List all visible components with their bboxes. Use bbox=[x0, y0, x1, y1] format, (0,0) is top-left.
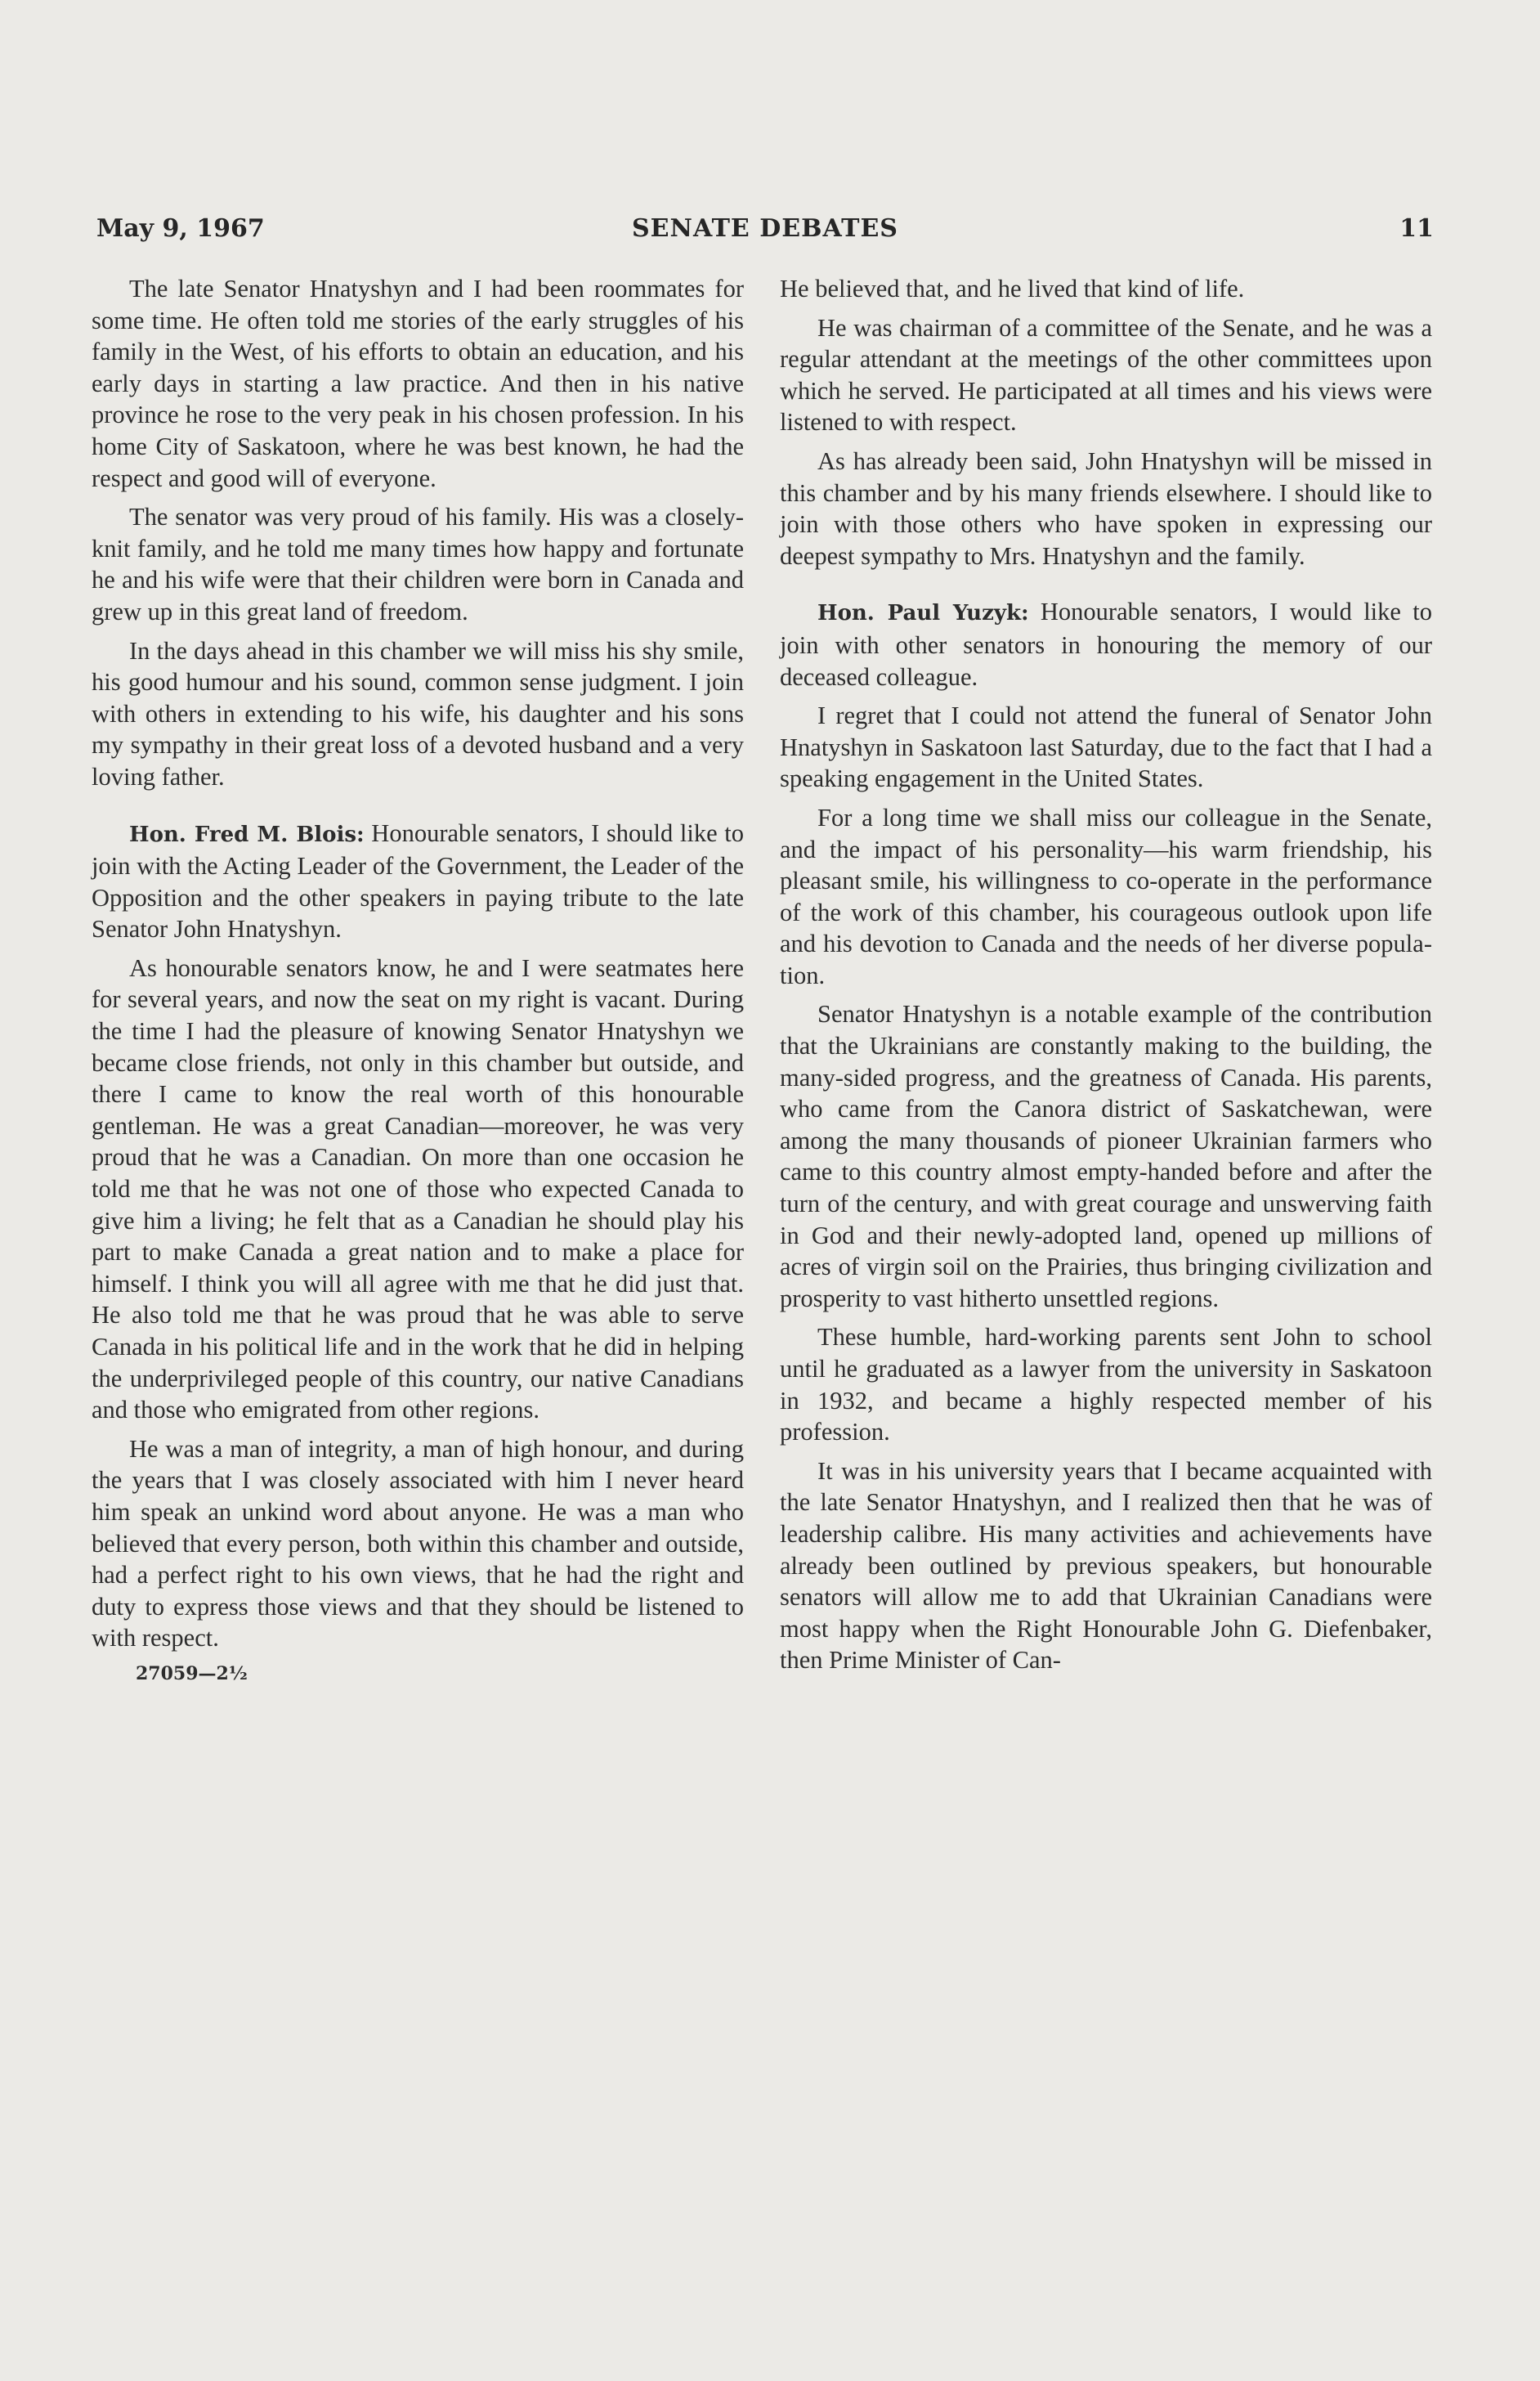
paragraph: As honourable senators know, he and I were seatmates here for several years, and now the seat on my right is vacant. During the time I had the pleasure of knowing Senator Hnatyshyn we became close friends, not only in this chamber but outside, and there I came to know the real worth of this honourable gentleman. He was a great Canadian—moreover, he was very proud that he was a Canadian. On more than one occasion he told me that he was not one of those who expected Canada to give him a living; he felt that as a Canadian he should play his part to make Canada a great nation and to make a place for himself. I think you will all agree with me that he did just that. He also told me that he was proud that he was able to serve Canada in his political life and in the work that he did in helping the underprivileged people of this country, our native Canadians and those who emigrated from other regions. bbox=[92, 953, 744, 1424]
header-date: May 9, 1967 bbox=[96, 214, 265, 243]
paragraph: The late Senator Hnatyshyn and I had been roommates for some time. He often told me stories of the early struggles of his family in the West, of his efforts to obtain an education, and his early days in starting a law practice. And then in his native province he rose to the very peak in his chosen profession. In his home City of Saskatoon, where he was best known, he had the respect and good will of everyone. bbox=[92, 275, 744, 492]
paragraph: It was in his university years that I became acquainted with the late Senator Hnatyshyn, and I realized then that he was of leadership calibre. His many activities and achievements have already been outlined by previous speakers, but honourable senators will allow me to add that Ukrainian Canadians were most happy when the Right Honourable John G. Diefenbaker, then Prime Minister of Can- bbox=[780, 1456, 1432, 1675]
paragraph: The senator was very proud of his family. His was a closely-knit family, and he told me many times how happy and fortunate he and his wife were that their children were born in Canada and grew up in this great land of freedom. bbox=[92, 503, 744, 626]
paragraph: These humble, hard-working parents sent John to school until he graduated as a lawyer from the university in Saskatoon in 1932, and became a highly respected member of his profession. bbox=[780, 1323, 1432, 1446]
paragraph: As has already been said, John Hnatyshyn will be missed in this chamber and by his many friends elsewhere. I should like to join with those others who have spoken in expressing our deepest sympathy to Mrs. Hnatyshyn and the family. bbox=[780, 446, 1432, 570]
speaker-name: Hon. Paul Yuzyk: bbox=[817, 601, 1029, 626]
page-number: 11 bbox=[1399, 214, 1434, 243]
speaker-paragraph bbox=[92, 818, 744, 945]
page-header bbox=[96, 214, 1434, 250]
right-column bbox=[780, 273, 1432, 1684]
paragraph: He was chairman of a committee of the Senate, and he was a regular attendant at the meetings of the other committees upon which he served. He participated at all times and his views were listened to with respect. bbox=[780, 313, 1432, 437]
paragraph: He was a man of integrity, a man of high honour, and during the years that I was closely associated with him I never heard him speak an unkind word about anyone. He was a man who believed that every person, both within this chamber and outside, had a perfect right to his own views, that he had the right and duty to express those views and that they should be listened to with respect. bbox=[92, 1434, 744, 1652]
paragraph: I regret that I could not attend the funeral of Senator John Hnatyshyn in Saskatoon last Saturday, due to the fact that I had a speaking engagement in the United States. bbox=[780, 702, 1432, 793]
paragraph: For a long time we shall miss our colleague in the Senate, and the impact of his personality—his warm friendship, his pleasant smile, his willingness to co-operate in the performance of the work of this chamber, his courageous outlook upon life and his devotion to Canada and the needs of her diverse population. bbox=[780, 803, 1432, 989]
header-title: SENATE DEBATES bbox=[632, 214, 898, 243]
left-column bbox=[92, 273, 744, 1686]
printer-signature: 27059—2½ bbox=[136, 1662, 248, 1684]
speech-text: Honourable senators, I should like to join with the Acting Leader of the Government, the Leader of the Opposition and the other speakers in paying tribute to the late Senator John Hnatyshyn. bbox=[92, 818, 745, 944]
speaker-paragraph bbox=[780, 596, 1432, 693]
paragraph: Senator Hnatyshyn is a notable example of the contribution that the Ukrainians are constantly making to the building, the many-sided progress, and the greatness of Canada. His parents, who came from the Canora district of Saskatchewan, were among the many thousands of pioneer Ukrainian farmers who came to this country almost empty-handed before and after the turn of the century, and with great courage and unswerving faith in God and their newly-adopted land, opened up millions of acres of virgin soil on the Prairies, thus bringing civilization and prosperity to vast hitherto unsettled regions. bbox=[780, 1000, 1432, 1312]
speaker-name: Hon. Fred M. Blois: bbox=[129, 822, 365, 847]
paragraph: In the days ahead in this chamber we will miss his shy smile, his good humour and his sound, common sense judgment. I join with others in extending to his wife, his daughter and his sons my sympathy in their great loss of a devoted husband and a very loving father. bbox=[92, 636, 744, 791]
paragraph: He believed that, and he lived that kind of life. bbox=[780, 275, 1245, 303]
speech-text: Honourable senators, I would like to join with other senators in honouring the memory of our deceased colleague. bbox=[780, 598, 1433, 691]
